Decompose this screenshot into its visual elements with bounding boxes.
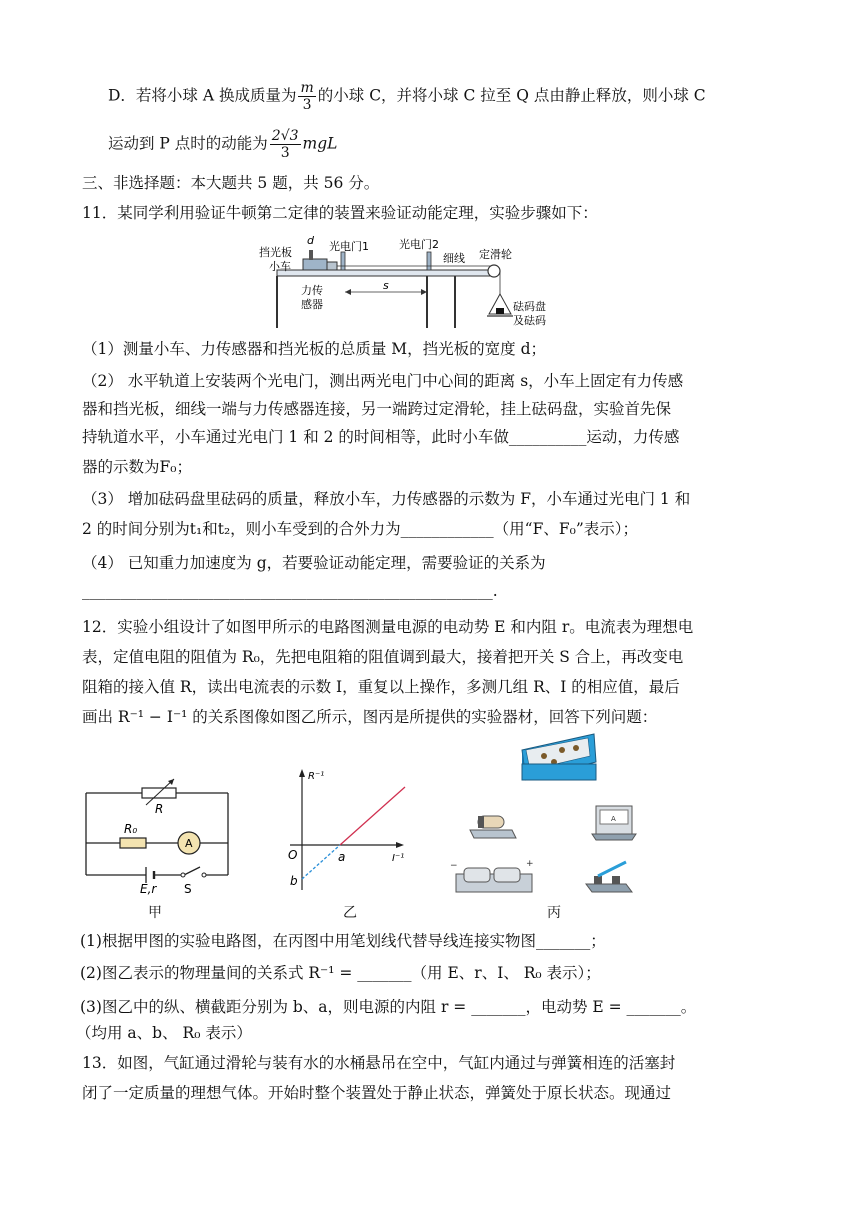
graph-xlabel: I⁻¹ — [392, 853, 405, 864]
q12-line2: 表，定值电阻的阻值为 R₀，先把电阻箱的阻值调到最大，接着把开关 S 合上，再改变电 — [82, 648, 684, 666]
q11-step-2-line3: 持轨道水平，小车通过光电门 1 和 2 的时间相等，此时小车做__________运动，力传感 — [82, 428, 680, 446]
section-3-heading: 三、非选择题：本大题共 5 题，共 56 分。 — [82, 174, 380, 192]
svg-text:+: + — [526, 859, 534, 869]
label-gate1: 光电门1 — [329, 240, 369, 253]
q11-step-1: （1）测量小车、力传感器和挡光板的总质量 M，挡光板的宽度 d； — [82, 340, 547, 358]
label-gate2: 光电门2 — [399, 238, 439, 251]
label-cart: 小车 — [269, 260, 291, 273]
q10-option-d-line2 — [108, 128, 337, 161]
q11-stem: 11．某同学利用验证牛顿第二定律的装置来验证动能定理，实验步骤如下： — [82, 204, 598, 222]
graph-label-a: a — [338, 850, 346, 864]
circuit-label-Er: E,r — [140, 882, 157, 895]
fixed-resistor-icon — [470, 816, 516, 838]
q12-part-2: (2)图乙表示的物理量间的关系式 R⁻¹ = _______（用 E、r、I、 R₀ 表示）； — [80, 964, 601, 982]
circuit-label-R: R — [155, 802, 164, 816]
label-d: d — [307, 234, 314, 247]
circuit-label-S: S — [184, 882, 192, 895]
q12-part-3: (3)图乙中的纵、横截距分别为 b、a，则电源的内阻 r = _______，电动势 E = _______。 — [80, 998, 697, 1016]
ammeter-icon — [592, 806, 636, 840]
graph-ylabel: R⁻¹ — [308, 771, 325, 782]
graph-label-b: b — [290, 874, 298, 888]
q13-line1: 13．如图，气缸通过滑轮与装有水的水桶悬吊在空中，气缸内通过与弹簧相连的活塞封 — [82, 1054, 676, 1072]
q11-apparatus-figure — [255, 232, 555, 332]
caption-yi: 乙 — [343, 905, 357, 921]
q10-d-text-b: 的小球 C，并将小球 C 拉至 Q 点由静止释放，则小球 C — [317, 86, 706, 105]
q10-option-d-line1 — [108, 80, 706, 113]
q12-circuit-diagram — [80, 775, 240, 895]
q12-graph-yi — [280, 765, 410, 895]
svg-text:−: − — [450, 861, 458, 871]
circuit-label-R0: R₀ — [124, 822, 138, 836]
q12-apparatus-bing — [450, 728, 650, 908]
q11-step-3-line2: 2 的时间分别为t₁和t₂，则小车受到的合外力为____________（用“F、F₀”表示）； — [82, 520, 638, 538]
label-sensor-2: 感器 — [301, 298, 323, 311]
battery-holder-icon — [450, 859, 534, 892]
q12-part-4: （均用 a、b、 R₀ 表示） — [76, 1024, 252, 1042]
q12-part-1: (1)根据甲图的实验电路图，在丙图中用笔划线代替导线连接实物图_______； — [80, 932, 606, 950]
frac-num: 2√3 — [271, 128, 299, 144]
q12-line3: 阻箱的接入值 R，读出电流表的示数 I，重复以上操作，多测几组 R、I 的相应值，最后 — [82, 678, 680, 696]
knife-switch-icon — [586, 862, 632, 892]
q11-step-2-line1: （2） 水平轨道上安装两个光电门，测出两光电门中心间的距离 s，小车上固定有力传感 — [82, 372, 684, 390]
resistance-box-icon — [522, 734, 596, 780]
q12-line4: 画出 R⁻¹ − I⁻¹ 的关系图像如图乙所示，图丙是所提供的实验器材，回答下列问题： — [82, 708, 658, 726]
label-s: s — [383, 279, 389, 292]
label-string: 细线 — [443, 252, 465, 265]
q11-step-3-line1: （3） 增加砝码盘里砝码的质量，释放小车，力传感器的示数为 F，小车通过光电门 1 和 — [82, 490, 691, 508]
circuit-label-A: A — [185, 837, 193, 850]
q12-line1: 12．实验小组设计了如图甲所示的电路图测量电源的电动势 E 和内阻 r。电流表为理想电 — [82, 618, 694, 636]
svg-text:A: A — [611, 815, 616, 823]
label-pulley: 定滑轮 — [479, 248, 512, 261]
label-weights-2: 及砝码 — [513, 314, 546, 327]
q11-step-2-line2: 器和挡光板，细线一端与力传感器连接，另一端跨过定滑轮，挂上砝码盘，实验首先保 — [82, 400, 672, 418]
frac-den: 3 — [302, 97, 312, 113]
caption-jia: 甲 — [148, 905, 162, 921]
caption-bing: 丙 — [547, 905, 561, 921]
q13-line2: 闭了一定质量的理想气体。开始时整个装置处于静止状态，弹簧处于原长状态。现通过 — [82, 1084, 672, 1102]
q11-step-4-line1: （4） 已知重力加速度为 g，若要验证动能定理，需要验证的关系为 — [82, 554, 546, 572]
label-baffle: 挡光板 — [259, 246, 292, 259]
q10-d2-text-b: mgL — [302, 134, 338, 153]
fraction-2root3-over-3 — [270, 128, 301, 161]
label-weights-1: 砝码盘 — [513, 300, 546, 313]
q11-step-2-line4: 器的示数为F₀； — [82, 458, 192, 476]
q10-d-text-a: D．若将小球 A 换成质量为 — [108, 86, 297, 105]
label-sensor-1: 力传 — [301, 284, 323, 297]
fraction-m-over-3 — [298, 80, 315, 113]
frac-den: 3 — [280, 145, 290, 161]
q11-step-4-line2: _____________________________________________________. — [82, 582, 498, 600]
frac-num: m — [300, 80, 314, 96]
graph-origin: O — [288, 848, 298, 862]
q10-d2-text-a: 运动到 P 点时的动能为 — [108, 134, 268, 153]
